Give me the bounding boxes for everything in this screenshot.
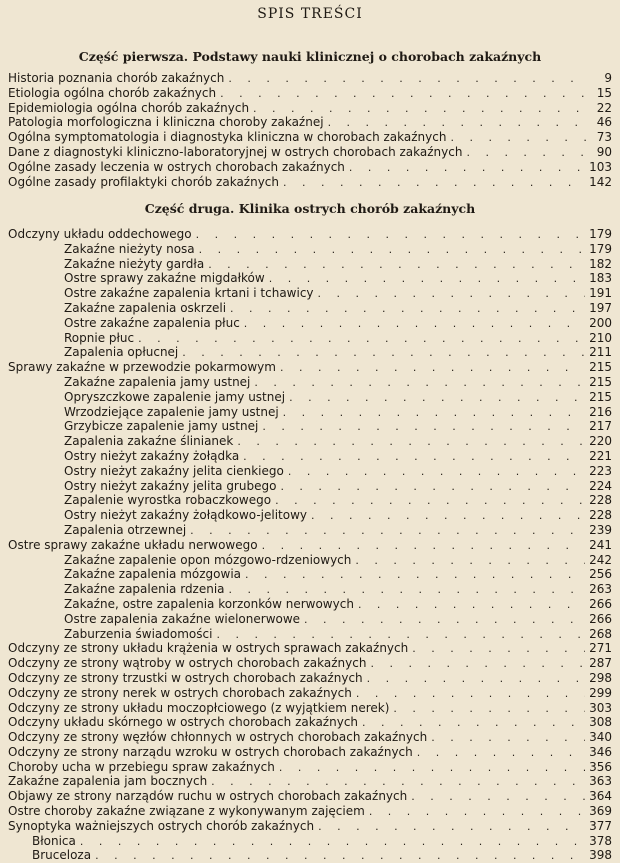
toc-entry-page: 287 — [589, 656, 612, 671]
toc-entry — [8, 390, 612, 405]
dot-leader — [216, 87, 586, 101]
toc-entry-title: Epidemiologia ogólna chorób zakaźnych — [8, 100, 250, 115]
toc-entry-page: 211 — [589, 345, 612, 360]
toc-entry — [8, 834, 612, 849]
dot-leader — [192, 228, 585, 242]
dot-leader — [413, 746, 585, 760]
toc-entry-page: 216 — [589, 404, 612, 419]
toc-entry — [8, 301, 612, 316]
toc-entry-title: Odczyny ze strony nerek w ostrych chorobach zakaźnych — [8, 685, 352, 700]
toc-entry — [8, 612, 612, 627]
dot-leader — [365, 805, 585, 819]
toc-entry-page: 191 — [589, 286, 612, 301]
dot-leader — [186, 524, 585, 538]
dot-leader — [352, 687, 585, 701]
toc-entry-page: 369 — [589, 804, 612, 819]
toc-entry-title: Odczyny układu oddechowego — [8, 227, 192, 241]
toc-entry-page: 298 — [589, 670, 612, 685]
toc-entry-title: Ogólne zasady leczenia w ostrych chorobach zakaźnych — [8, 159, 345, 174]
toc-entry-page: 256 — [589, 567, 612, 582]
toc-entry-title: Ostre sprawy zakaźne migdałków — [64, 271, 265, 286]
toc-entry — [8, 671, 612, 686]
toc-entry-page: 266 — [589, 596, 612, 611]
dot-leader — [427, 731, 585, 745]
dot-leader — [314, 287, 586, 301]
toc-entry-page: 228 — [589, 508, 612, 523]
dot-leader — [314, 820, 585, 834]
dot-leader — [91, 849, 585, 863]
toc-entry — [8, 715, 612, 730]
toc-entry — [8, 286, 612, 301]
dot-leader — [285, 391, 585, 405]
toc-entry-title: Dane z diagnostyki kliniczno-laboratoryjnej w ostrych chorobach zakaźnych — [8, 144, 463, 159]
toc-entry — [8, 257, 612, 272]
toc-entry-title: Synoptyka ważniejszych ostrych chorób zakaźnych — [8, 818, 315, 833]
toc-entry-title: Zakaźne zapalenia rdzenia — [64, 582, 225, 597]
toc-entry-title: Odczyny ze strony układu krążenia w ostrych sprawach zakaźnych — [8, 641, 409, 656]
toc-list-part-2 — [8, 227, 612, 863]
toc-entry-page: 398 — [589, 848, 612, 863]
toc-entry-page: 221 — [589, 448, 612, 463]
toc-entry-title: Zakaźne zapalenia jam bocznych — [8, 774, 208, 789]
toc-entry-title: Objawy ze strony narządów ruchu w ostrych chorobach zakaźnych — [8, 789, 408, 804]
dot-leader — [324, 116, 586, 130]
toc-entry-page: 220 — [589, 434, 612, 449]
toc-entry-title: Zakaźne, ostre zapalenia korzonków nerwowych — [64, 596, 354, 611]
dot-leader — [258, 539, 586, 553]
toc-entry — [8, 597, 612, 612]
toc-entry-page: 22 — [596, 100, 612, 115]
dot-leader — [76, 835, 585, 849]
dot-leader — [358, 716, 585, 730]
toc-entry-page: 183 — [589, 271, 612, 286]
toc-entry-page: 15 — [596, 85, 612, 100]
toc-entry-page: 241 — [589, 537, 612, 552]
toc-entry-page: 103 — [589, 159, 612, 174]
toc-entry-title: Odczyny ze strony wątroby w ostrych chorobach zakaźnych — [8, 656, 367, 671]
toc-entry-title: Grzybicze zapalenie jamy ustnej — [64, 419, 259, 434]
toc-entry — [8, 686, 612, 701]
toc-entry-title: Zaburzenia świadomości — [64, 626, 213, 641]
toc-entry-title: Zapalenia otrzewnej — [64, 522, 187, 537]
dot-leader — [366, 657, 585, 671]
dot-leader — [351, 554, 585, 568]
toc-entry-title: Zapalenie wyrostka robaczkowego — [64, 493, 272, 508]
toc-entry-page: 224 — [589, 478, 612, 493]
dot-leader — [224, 72, 586, 86]
page-title: SPIS TREŚCI — [257, 6, 363, 22]
dot-leader — [240, 317, 585, 331]
dot-leader — [300, 613, 585, 627]
section-heading-part-1: Część pierwsza. Podstawy nauki klinicznej o chorobach zakaźnych — [78, 49, 542, 64]
toc-entry-title: Ostre zakaźne zapalenia płuc — [64, 315, 240, 330]
toc-entry-title: Odczyny układu skórnego w ostrych chorobach zakaźnych — [8, 715, 359, 730]
dot-leader — [239, 450, 585, 464]
toc-entry-page: 197 — [589, 300, 612, 315]
toc-entry — [8, 493, 612, 508]
toc-entry-title: Zapalenia opłucnej — [64, 345, 179, 360]
dot-leader — [134, 332, 585, 346]
toc-list-part-1 — [8, 71, 612, 189]
toc-entry-page: 217 — [589, 419, 612, 434]
toc-entry-title: Ropnie płuc — [64, 330, 135, 345]
toc-entry-page: 299 — [589, 685, 612, 700]
dot-leader — [178, 346, 585, 360]
toc-entry-page: 182 — [589, 256, 612, 271]
toc-entry-page: 263 — [589, 582, 612, 597]
dot-leader — [446, 131, 586, 145]
toc-entry — [8, 101, 612, 116]
toc-entry-page: 215 — [589, 389, 612, 404]
toc-entry-title: Ostry nieżyt zakaźny żołądkowo-jelitowy — [64, 508, 307, 523]
toc-entry-page: 356 — [589, 759, 612, 774]
toc-entry — [8, 316, 612, 331]
toc-entry — [8, 819, 612, 834]
dot-leader — [207, 775, 585, 789]
toc-entry — [8, 71, 612, 86]
toc-entry-title: Odczyny ze strony trzustki w ostrych chorobach zakaźnych — [8, 670, 363, 685]
dot-leader — [250, 376, 585, 390]
dot-leader — [276, 361, 585, 375]
toc-entry — [8, 434, 612, 449]
toc-entry — [8, 508, 612, 523]
dot-leader — [307, 509, 585, 523]
toc-entry — [8, 160, 612, 175]
toc-entry — [8, 538, 612, 553]
toc-entry — [8, 360, 612, 375]
toc-entry-title: Bruceloza — [32, 848, 92, 863]
toc-entry — [8, 523, 612, 538]
toc-entry-title: Ogólna symptomatologia i diagnostyka kliniczna w chorobach zakaźnych — [8, 130, 447, 145]
toc-entry-title: Ostre choroby zakaźne związane z wykonywanym zajęciem — [8, 804, 365, 819]
dot-leader — [462, 146, 586, 160]
toc-entry-page: 239 — [589, 522, 612, 537]
toc-entry-page: 90 — [596, 144, 612, 159]
toc-entry-title: Zakaźne zapalenia jamy ustnej — [64, 374, 251, 389]
dot-leader — [363, 672, 585, 686]
toc-entry — [8, 760, 612, 775]
toc-entry-page: 266 — [589, 611, 612, 626]
toc-entry — [8, 656, 612, 671]
toc-entry-page: 364 — [589, 789, 612, 804]
dot-leader — [225, 583, 586, 597]
toc-entry — [8, 86, 612, 101]
toc-entry-page: 268 — [589, 626, 612, 641]
dot-leader — [279, 176, 585, 190]
dot-leader — [271, 494, 585, 508]
toc-entry-page: 142 — [589, 174, 612, 189]
dot-leader — [233, 435, 585, 449]
toc-entry — [8, 730, 612, 745]
toc-entry-page: 242 — [589, 552, 612, 567]
toc-entry-title: Ostre zakaźne zapalenia krtani i tchawicy — [64, 286, 314, 301]
dot-leader — [408, 642, 585, 656]
toc-entry-title: Zakaźne nieżyty nosa — [64, 241, 195, 256]
toc-entry-page: 179 — [589, 241, 612, 256]
toc-entry — [8, 553, 612, 568]
dot-leader — [204, 258, 585, 272]
toc-entry-title: Ostre zapalenia zakaźne wielonerwowe — [64, 611, 301, 626]
toc-entry-title: Odczyny ze strony układu moczopłciowego (z wyjątkiem nerek) — [8, 700, 390, 715]
toc-entry — [8, 331, 612, 346]
toc-entry-title: Wrzodziejące zapalenie jamy ustnej — [64, 404, 279, 419]
toc-entry-page: 308 — [589, 715, 612, 730]
toc-entry-title: Sprawy zakaźne w przewodzie pokarmowym — [8, 360, 276, 375]
dot-leader — [276, 480, 585, 494]
toc-entry — [8, 130, 612, 145]
toc-entry-title: Ostry nieżyt zakaźny jelita grubego — [64, 478, 277, 493]
toc-entry-page: 200 — [589, 315, 612, 330]
toc-entry — [8, 242, 612, 257]
toc-entry — [8, 567, 612, 582]
section-heading-part-2: Część druga. Klinika ostrych chorób zakaźnych — [144, 201, 476, 216]
toc-entry-title: Błonica — [32, 833, 76, 848]
dot-leader — [195, 243, 585, 257]
toc-entry-page: 9 — [604, 71, 612, 85]
toc-entry-page: 346 — [589, 744, 612, 759]
dot-leader — [407, 790, 585, 804]
toc-entry — [8, 115, 612, 130]
toc-entry-title: Odczyny ze strony narządu wzroku w ostrych chorobach zakaźnych — [8, 744, 413, 759]
toc-entry — [8, 145, 612, 160]
toc-entry — [8, 701, 612, 716]
toc-entry-page: 215 — [589, 360, 612, 375]
dot-leader — [345, 161, 585, 175]
toc-entry — [8, 479, 612, 494]
toc-entry — [8, 464, 612, 479]
toc-entry-page: 377 — [589, 818, 612, 833]
toc-entry-title: Choroby ucha w przebiegu spraw zakaźnych — [8, 759, 275, 774]
toc-entry-page: 73 — [596, 130, 612, 145]
dot-leader — [249, 102, 586, 116]
toc-entry — [8, 848, 612, 863]
toc-entry-page: 228 — [589, 493, 612, 508]
toc-entry — [8, 419, 612, 434]
toc-entry-page: 363 — [589, 774, 612, 789]
dot-leader — [354, 598, 585, 612]
toc-entry-title: Ostry nieżyt zakaźny jelita cienkiego — [64, 463, 284, 478]
toc-entry-title: Historia poznania chorób zakaźnych — [8, 71, 225, 85]
toc-entry — [8, 641, 612, 656]
toc-entry-title: Opryszczkowe zapalenie jamy ustnej — [64, 389, 286, 404]
toc-entry-page: 215 — [589, 374, 612, 389]
toc-entry-title: Zakaźne zapalenia mózgowia — [64, 567, 242, 582]
toc-entry-title: Zapalenia zakaźne ślinianek — [64, 434, 234, 449]
dot-leader — [389, 702, 585, 716]
toc-entry-page: 223 — [589, 463, 612, 478]
toc-entry — [8, 405, 612, 420]
toc-entry — [8, 449, 612, 464]
toc-entry-title: Ostry nieżyt zakaźny żołądka — [64, 448, 240, 463]
dot-leader — [226, 302, 585, 316]
dot-leader — [275, 761, 585, 775]
toc-entry-title: Ogólne zasady profilaktyki chorób zakaźnych — [8, 174, 280, 189]
toc-entry-title: Zakaźne nieżyty gardła — [64, 256, 205, 271]
toc-entry-page: 179 — [589, 227, 612, 241]
toc-entry-page: 378 — [589, 833, 612, 848]
toc-entry-title: Zakaźne zapalenie opon mózgowo-rdzeniowych — [64, 552, 352, 567]
toc-entry — [8, 175, 612, 190]
toc-entry-title: Etiologia ogólna chorób zakaźnych — [8, 85, 217, 100]
toc-entry — [8, 627, 612, 642]
toc-entry — [8, 745, 612, 760]
dot-leader — [265, 272, 585, 286]
dot-leader — [279, 406, 585, 420]
toc-entry-page: 303 — [589, 700, 612, 715]
toc-entry — [8, 227, 612, 242]
toc-entry-page: 271 — [589, 641, 612, 656]
toc-entry — [8, 774, 612, 789]
toc-entry-title: Ostre sprawy zakaźne układu nerwowego — [8, 537, 258, 552]
toc-entry — [8, 375, 612, 390]
toc-entry-page: 46 — [596, 115, 612, 130]
toc-entry — [8, 804, 612, 819]
dot-leader — [241, 568, 585, 582]
toc-entry-title: Zakaźne zapalenia oskrzeli — [64, 300, 227, 315]
toc-entry — [8, 345, 612, 360]
toc-entry-page: 210 — [589, 330, 612, 345]
dot-leader — [258, 420, 585, 434]
dot-leader — [284, 465, 585, 479]
toc-entry — [8, 582, 612, 597]
dot-leader — [212, 628, 585, 642]
toc-entry-title: Odczyny ze strony węzłów chłonnych w ostrych chorobach zakaźnych — [8, 730, 428, 745]
toc-entry-page: 340 — [589, 730, 612, 745]
toc-entry — [8, 789, 612, 804]
toc-entry — [8, 271, 612, 286]
toc-entry-title: Patologia morfologiczna i kliniczna choroby zakaźnej — [8, 115, 324, 130]
